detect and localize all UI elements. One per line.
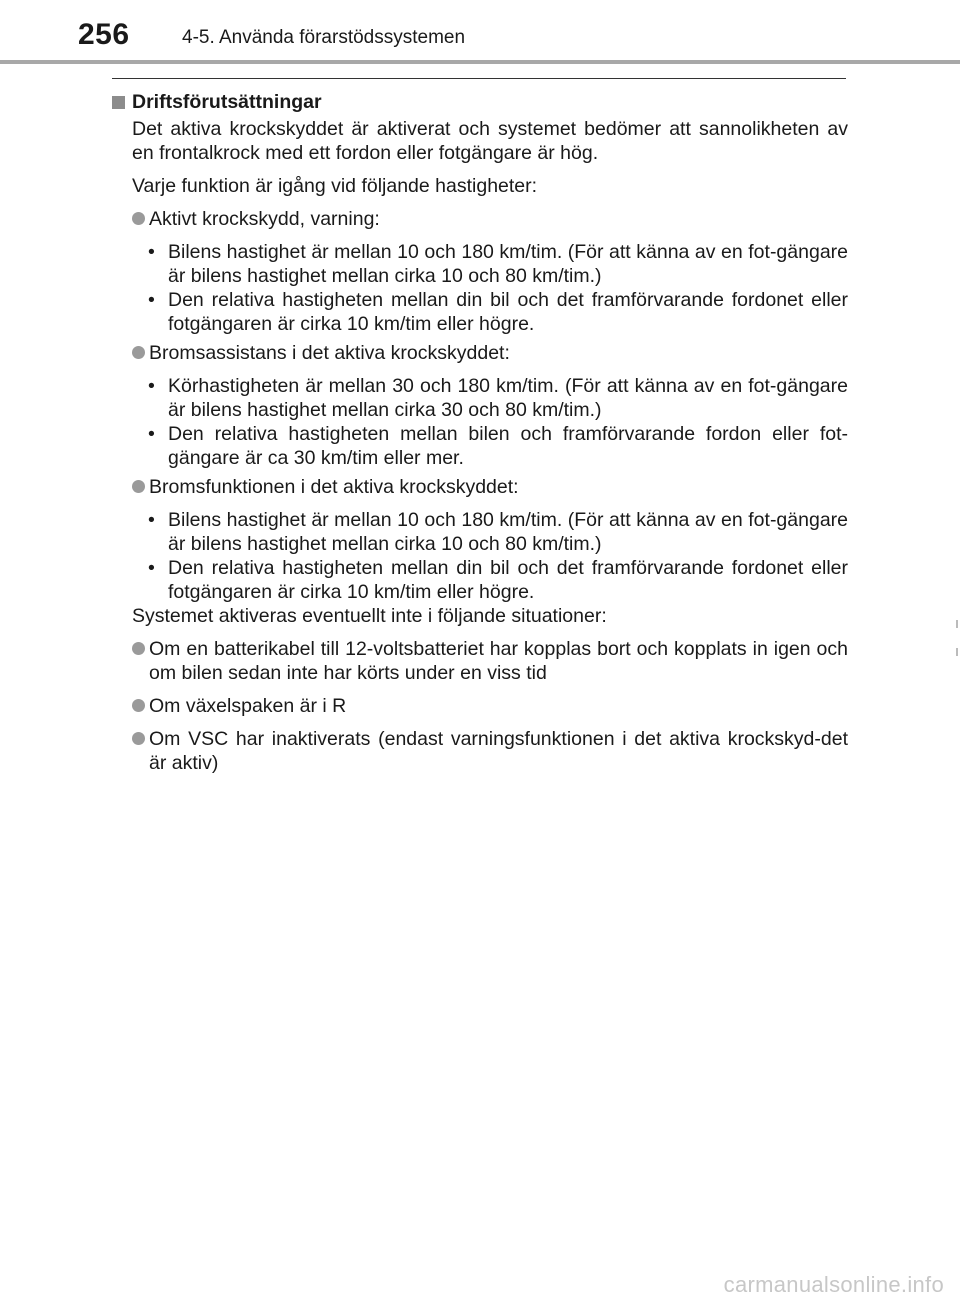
list-item-text: Körhastigheten är mellan 30 och 180 km/tim. (För att känna av en fot-gängare är bilens hastighet mellan cirka 30 och 80 km/tim.) bbox=[168, 375, 848, 421]
circle-bullet-icon bbox=[132, 212, 145, 225]
page-content bbox=[112, 90, 848, 775]
list-item-text: Den relativa hastigheten mellan bilen och framförvarande fordon eller fot-gängare är ca 30 km/tim eller mer. bbox=[168, 423, 848, 469]
edge-mark bbox=[956, 648, 958, 656]
dot-bullet-icon: • bbox=[148, 423, 155, 445]
circle-bullet-icon bbox=[132, 346, 145, 359]
list-item bbox=[148, 240, 848, 288]
list-item-text: Bilens hastighet är mellan 10 och 180 km/tim. (För att känna av en fot-gängare är bilens hastighet mellan cirka 10 och 80 km/tim.) bbox=[168, 509, 848, 555]
section-heading bbox=[112, 90, 848, 114]
list-item bbox=[132, 637, 848, 685]
group-title: Bromsfunktionen i det aktiva krockskyddet: bbox=[149, 476, 519, 498]
circle-bullet-icon bbox=[132, 480, 145, 493]
list-item bbox=[148, 508, 848, 556]
sub-list bbox=[148, 374, 848, 470]
header-rule bbox=[0, 60, 960, 64]
sub-list bbox=[148, 508, 848, 604]
chapter-title: 4-5. Använda förarstödssystemen bbox=[182, 27, 466, 48]
exceptions-intro: Systemet aktiveras eventuellt inte i följande situationer: bbox=[132, 605, 607, 627]
list-item bbox=[148, 556, 848, 604]
list-item bbox=[132, 341, 848, 365]
list-item bbox=[132, 694, 848, 718]
dot-bullet-icon: • bbox=[148, 557, 155, 579]
circle-bullet-icon bbox=[132, 699, 145, 712]
list-item bbox=[132, 207, 848, 231]
section-heading-text: Driftsförutsättningar bbox=[132, 91, 322, 113]
list-item bbox=[148, 374, 848, 422]
square-bullet-icon bbox=[112, 96, 125, 109]
dot-bullet-icon: • bbox=[148, 375, 155, 397]
speeds-intro: Varje funktion är igång vid följande hastigheter: bbox=[132, 175, 538, 197]
dot-bullet-icon: • bbox=[148, 509, 155, 531]
list-item-text: Bilens hastighet är mellan 10 och 180 km/tim. (För att känna av en fot-gängare är bilens hastighet mellan cirka 10 och 80 km/tim.) bbox=[168, 241, 848, 287]
circle-bullet-icon bbox=[132, 642, 145, 655]
list-item-text: Den relativa hastigheten mellan din bil och det framförvarande fordonet eller fotgängaren är cirka 10 km/tim eller högre. bbox=[168, 557, 848, 603]
group-title: Bromsassistans i det aktiva krockskyddet: bbox=[149, 342, 510, 364]
section-rule bbox=[112, 78, 846, 79]
exception-text: Om en batterikabel till 12-voltsbatteriet har kopplas bort och kopplats in igen och om bilen sedan inte har körts under en viss tid bbox=[149, 638, 848, 684]
list-item-text: Den relativa hastigheten mellan din bil och det framförvarande fordonet eller fotgängaren är cirka 10 km/tim eller högre. bbox=[168, 289, 848, 335]
dot-bullet-icon: • bbox=[148, 289, 155, 311]
group-title: Aktivt krockskydd, varning: bbox=[149, 208, 380, 230]
sub-list bbox=[148, 240, 848, 336]
page-number: 256 bbox=[78, 18, 130, 51]
exception-text: Om växelspaken är i R bbox=[149, 695, 347, 717]
circle-bullet-icon bbox=[132, 732, 145, 745]
list-item bbox=[132, 475, 848, 499]
watermark-link[interactable]: carmanualsonline.info bbox=[723, 1272, 944, 1297]
list-item bbox=[148, 288, 848, 336]
dot-bullet-icon: • bbox=[148, 241, 155, 263]
list-item bbox=[132, 727, 848, 775]
intro-paragraph: Det aktiva krockskyddet är aktiverat och systemet bedömer att sannolikheten av en frontalkrock med ett fordon eller fotgängare är hög. bbox=[132, 118, 848, 164]
edge-mark bbox=[956, 620, 958, 628]
exception-text: Om VSC har inaktiverats (endast varningsfunktionen i det aktiva krockskyd-det är aktiv) bbox=[149, 728, 848, 774]
list-item bbox=[148, 422, 848, 470]
